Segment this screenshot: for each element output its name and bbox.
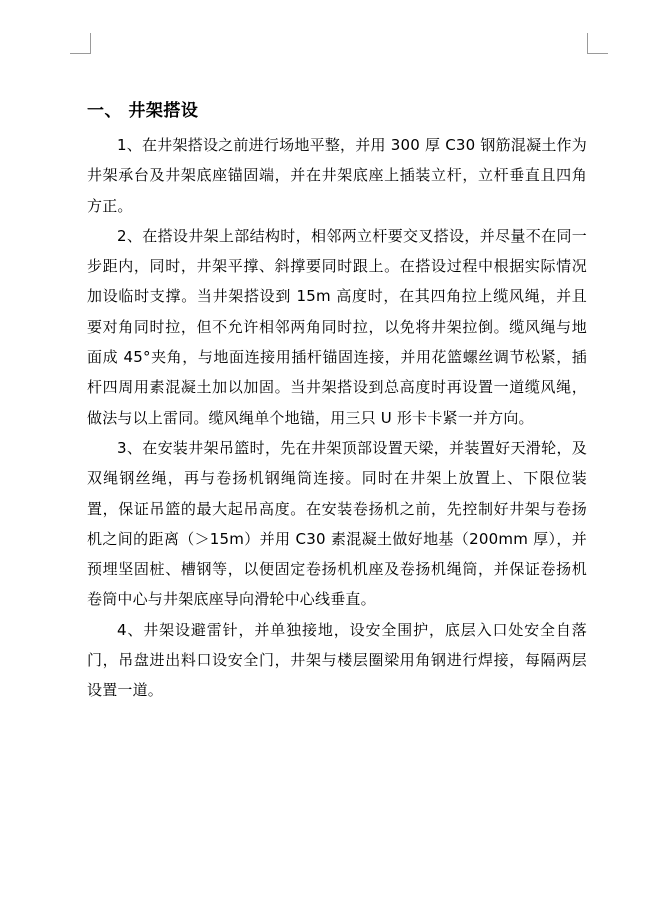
crop-mark-top-left [70, 33, 91, 54]
paragraph-3: 3、在安装井架吊篮时，先在井架顶部设置天梁，并装置好天滑轮，及双绳钢丝绳，再与卷扬机钢绳筒连接。同时在井架上放置上、下限位装置，保证吊篮的最大起吊高度。在安装卷扬机之前，先控制好井架与卷扬机之间的距离（＞15m）并用 C30 素混凝土做好地基（200mm 厚），并预埋坚固桩、槽钢等，以便固定卷扬机机座及卷扬机绳筒，并保证卷扬机卷筒中心与井架底座导向滑轮中心线垂直。 [87, 438, 587, 609]
paragraph-2: 2、在搭设井架上部结构时，相邻两立杆要交叉搭设，并尽量不在同一步距内，同时，井架平撑、斜撑要同时跟上。在搭设过程中根据实际情况加设临时支撑。当井架搭设到 15m 高度时，在其四角拉上缆风绳，并且要对角同时拉，但不允许相邻两角同时拉，以免将井架拉倒。缆风绳与地面成 45°夹角，与地面连接用插杆锚固连接，并用花篮螺丝调节松紧，插杆四周用素混凝土加以加固。当井架搭设到总高度时再设置一道缆风绳，做法与以上雷同。缆风绳单个地锚，用三只 U 形卡卡紧一并方向。 [87, 226, 587, 427]
section-heading: 一、 井架搭设 [87, 101, 199, 121]
paragraph-4: 4、井架设避雷针，并单独接地，设安全围护，底层入口处安全自落门，吊盘进出料口设安全门，井架与楼层圈梁用角钢进行焊接，每隔两层设置一道。 [87, 620, 587, 700]
paragraph-1: 1、在井架搭设之前进行场地平整，并用 300 厚 C30 钢筋混凝土作为井架承台及井架底座锚固端，并在井架底座上插装立杆，立杆垂直且四角方正。 [87, 136, 587, 215]
document-body [87, 96, 587, 706]
crop-mark-top-right [587, 33, 608, 54]
